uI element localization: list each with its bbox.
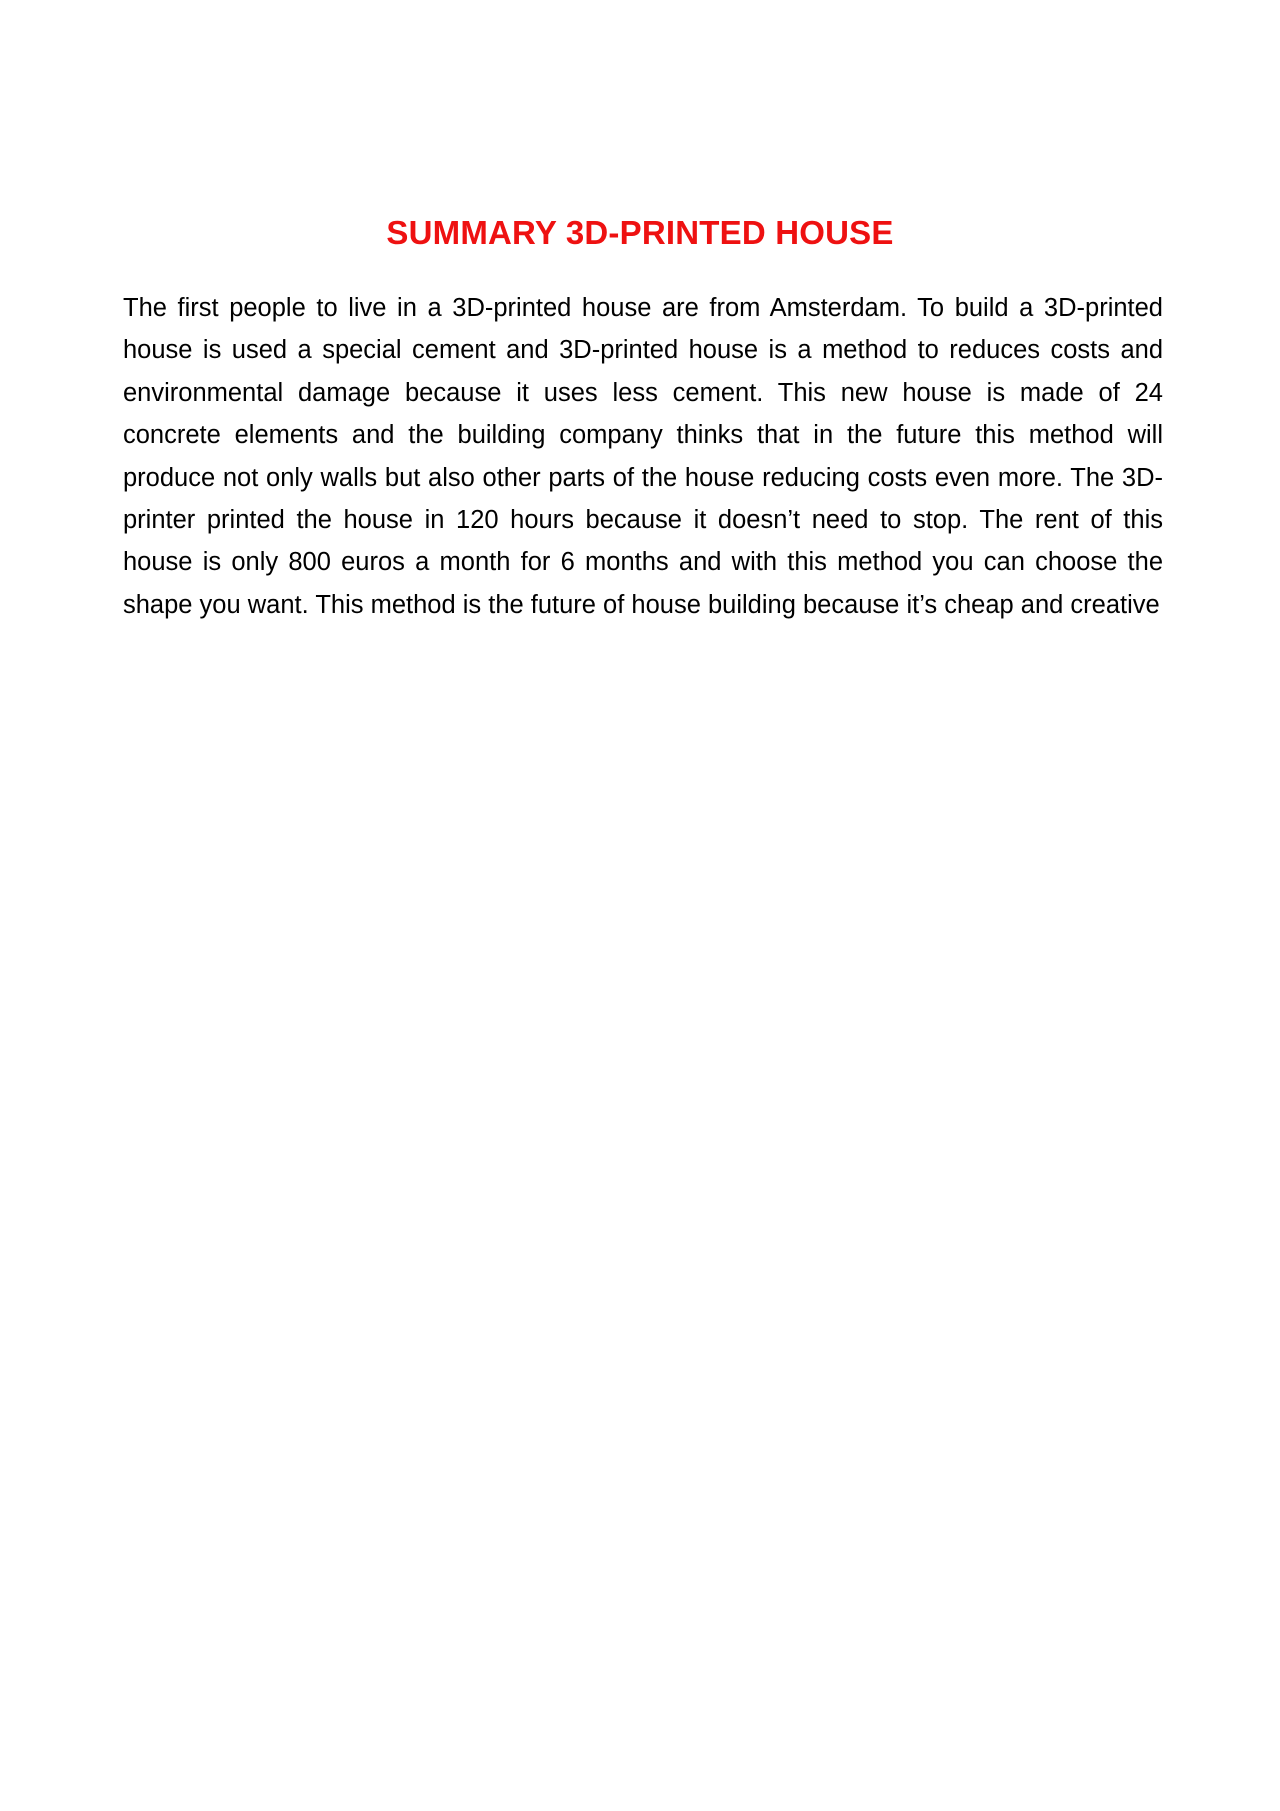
page-title: SUMMARY 3D-PRINTED HOUSE <box>386 214 894 251</box>
summary-paragraph: The first people to live in a 3D-printed house are from Amsterdam. To build a 3D-printed house is used a special cement and 3D-printed house is a method to reduces costs and environmental damage because it uses less cement. This new house is made of 24 concrete elements and the building company thinks that in the future this method will produce not only walls but also other parts of the house reducing costs even more. The 3D-printer printed the house in 120 hours because it doesn’t need to stop. The rent of this house is only 800 euros a month for 6 months and with this method you can choose the shape you want. This method is the future of house building because it’s cheap and creative <box>123 294 1163 619</box>
